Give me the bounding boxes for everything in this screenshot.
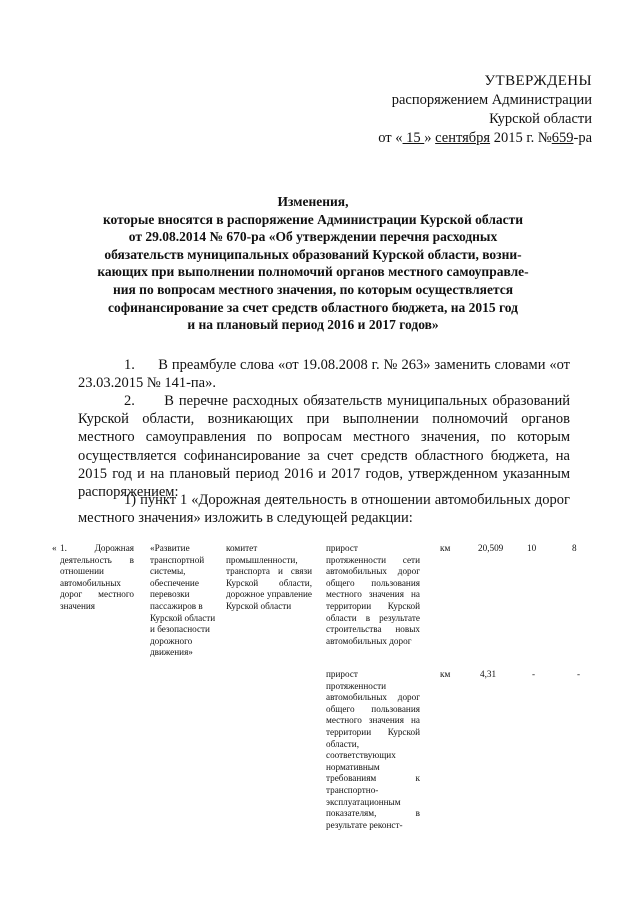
table-cell-indicator: прирост протяженности автомобильных дорог общего пользования местного значения на территории Курской области, соответствующих нормативным требованиям к транспортно-эксплуатационным показателям, в результате реконст- bbox=[326, 669, 420, 830]
date-prefix: от « bbox=[378, 130, 403, 146]
table-cell-value-2016: - bbox=[532, 669, 536, 679]
paragraph-2-text: В перечне расходных обязательств муниципальных образований Курской области, возникающих при выполнении полномочий органов местного самоуправления по вопросам местного значения, по которым осуществляется софинансирование за счет средств областного бюджета, на 2015 год и на плановый период 2016 и 2017 годов, утвержденном указанным распоряжением: bbox=[78, 393, 571, 501]
table-open-quote: « bbox=[52, 543, 57, 553]
paragraph-1-text: В преамбуле слова «от 19.08.2008 г. № 263» заменить словами «от 23.03.2015 № 141-па». bbox=[78, 357, 570, 392]
paragraph-2-number: 2. bbox=[124, 393, 135, 409]
heading-line: которые вносятся в распоряжение Администрации Курской области bbox=[102, 211, 524, 227]
order-number: 659 bbox=[551, 130, 574, 146]
approval-line-1: распоряжением Администрации bbox=[391, 92, 592, 108]
order-suffix: -ра bbox=[573, 130, 592, 146]
table-cell-item: 1. Дорожная деятельность в отношении автомобильных дорог местного значения bbox=[60, 543, 134, 611]
approval-line-2: Курской области bbox=[489, 111, 592, 127]
date-year: 2015 г. № bbox=[490, 130, 552, 146]
approval-title: УТВЕРЖДЕНЫ bbox=[484, 73, 592, 89]
paragraph-1-number: 1. bbox=[124, 357, 135, 373]
table-cell-value-2015: 20,509 bbox=[478, 543, 504, 553]
date-day: 15 bbox=[402, 130, 425, 146]
date-month: сентября bbox=[435, 130, 491, 146]
heading-line: от 29.08.2014 № 670-ра «Об утверждении перечня расходных bbox=[128, 229, 498, 245]
heading-line: обязательств муниципальных образований Курской области, возни- bbox=[104, 246, 522, 262]
heading-line: и на плановый период 2016 и 2017 годов» bbox=[187, 317, 439, 333]
table-cell-program: «Развитие транспортной системы, обеспечение перевозки пассажиров в Курской области и безопасности дорожного движения» bbox=[150, 543, 216, 658]
table-cell-value-2017: 8 bbox=[572, 543, 577, 553]
heading-line: софинансирование за счет средств областного бюджета, на 2015 год bbox=[108, 299, 518, 315]
table-cell-unit: км bbox=[440, 669, 451, 679]
table-cell-value-2016: 10 bbox=[527, 543, 537, 553]
date-day-close: » bbox=[424, 130, 436, 146]
table-cell-responsible: комитет промышленности, транспорта и связи Курской области, дорожное управление Курской области bbox=[226, 543, 312, 611]
paragraph-3-text: 1) пункт 1 «Дорожная деятельность в отношении автомобильных дорог местного значения» изложить в следующей редакции: bbox=[78, 492, 570, 527]
heading-line: Изменения, bbox=[277, 194, 349, 209]
table-cell-unit: км bbox=[440, 543, 451, 553]
table-cell-value-2017: - bbox=[577, 669, 581, 679]
heading-line: ния по вопросам местного значения, по которым осуществляется bbox=[112, 281, 514, 297]
table-cell-indicator: прирост протяженности сети автомобильных дорог общего пользования местного значения на территории Курской области в результате строительства новых автомобильных дорог bbox=[326, 543, 420, 646]
table-cell-value-2015: 4,31 bbox=[480, 669, 497, 679]
heading-line: кающих при выполнении полномочий органов местного самоуправле- bbox=[97, 264, 529, 280]
